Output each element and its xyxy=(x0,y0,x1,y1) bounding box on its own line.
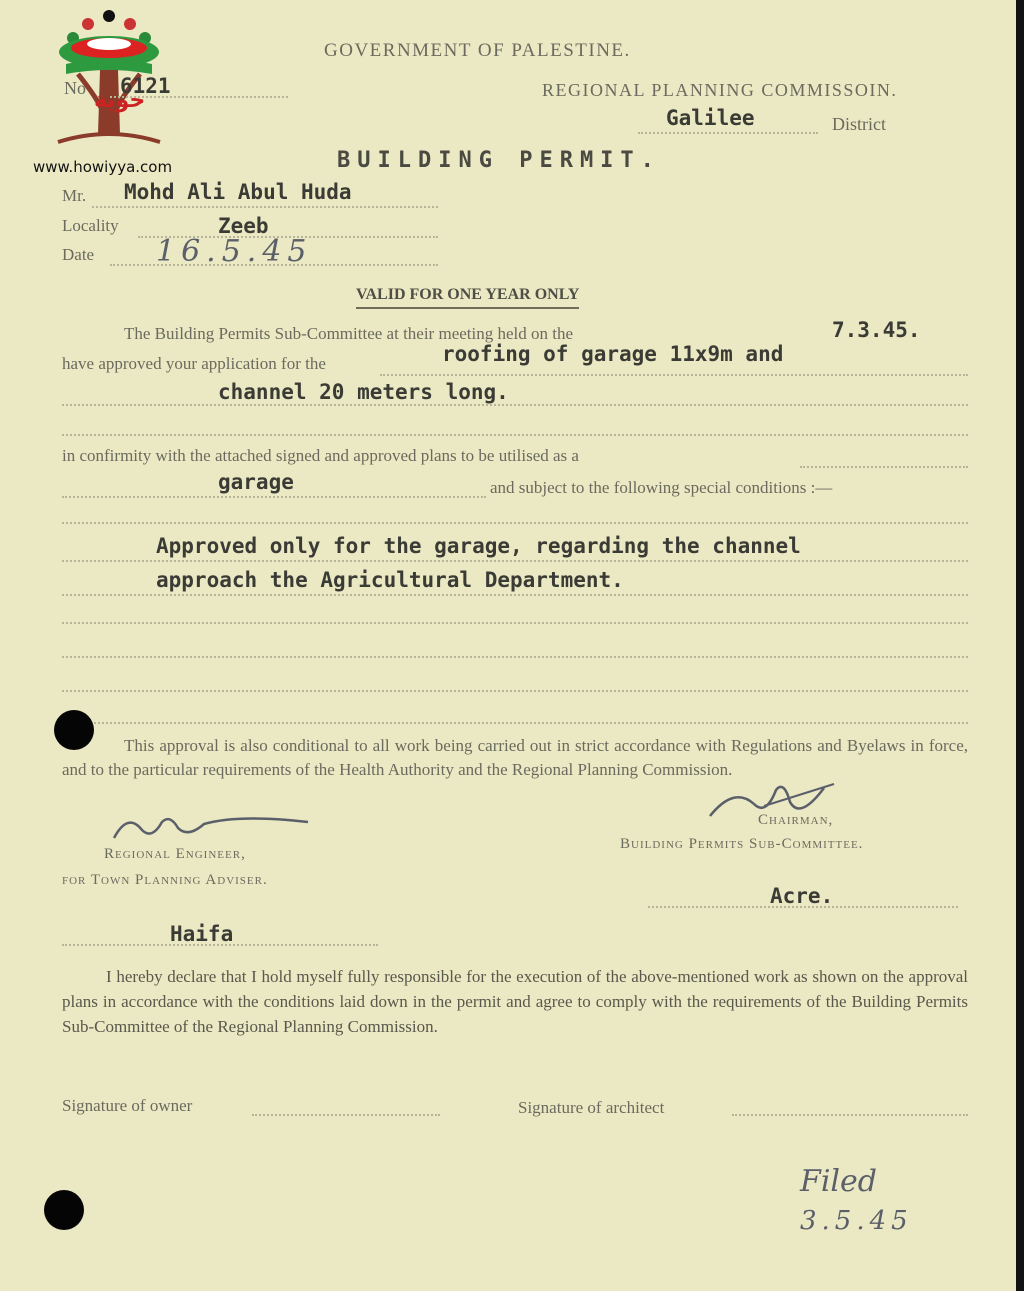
permit-number-label: No xyxy=(64,78,86,98)
engineer-signature xyxy=(108,808,318,848)
date-label: Date xyxy=(62,245,95,264)
government-heading: GOVERNMENT OF PALESTINE. xyxy=(324,40,631,61)
permit-title: BUILDING PERMIT. xyxy=(337,148,661,173)
applicant-name: Mohd Ali Abul Huda xyxy=(124,180,352,204)
application-line-1: roofing of garage 11x9m and xyxy=(442,342,784,366)
condition-line-1: Approved only for the garage, regarding the channel xyxy=(156,534,801,558)
approved-text: have approved your application for the xyxy=(62,354,326,373)
chairman-label: Chairman, xyxy=(758,812,834,828)
permit-number: 6121 xyxy=(120,74,171,98)
watermark-url: www.howiyya.com xyxy=(33,158,173,176)
conditions-text: and subject to the following special conditions :— xyxy=(490,478,833,497)
utilised-as-value: garage xyxy=(218,470,294,494)
architect-signature-label: Signature of architect xyxy=(518,1098,665,1117)
date-value: 16.5.45 xyxy=(156,234,313,269)
district-label: District xyxy=(832,114,886,134)
mr-label: Mr. xyxy=(62,186,87,205)
conformity-text: in confirmity with the attached signed and approved plans to be utilised as a xyxy=(62,446,579,465)
haifa-value: Haifa xyxy=(170,922,234,946)
owner-signature-label: Signature of owner xyxy=(62,1096,193,1115)
acre-value: Acre. xyxy=(770,884,834,908)
filed-date: 3.5.45 xyxy=(800,1206,913,1236)
locality-value: Zeeb xyxy=(218,214,269,238)
locality-label: Locality xyxy=(62,216,119,235)
committee-label: Building Permits Sub-Committee. xyxy=(620,836,864,852)
filed-label: Filed xyxy=(800,1164,877,1199)
condition-line-2: approach the Agricultural Department. xyxy=(156,568,624,592)
meeting-date: 7.3.45. xyxy=(832,318,921,342)
validity-notice: VALID FOR ONE YEAR ONLY xyxy=(356,286,579,309)
commission-heading: REGIONAL PLANNING COMMISSOIN. xyxy=(542,80,898,100)
regional-engineer-label: Regional Engineer, xyxy=(104,846,246,862)
punch-hole-bottom xyxy=(44,1190,84,1230)
approval-paragraph: This approval is also conditional to all work being carried out in strict accordance with Regulations and Byelaws in force, and to the particular requirements of the Health Authority and the Regional Planning Commission. xyxy=(62,736,968,779)
application-line-2: channel 20 meters long. xyxy=(218,380,509,404)
district-value: Galilee xyxy=(666,106,755,130)
meeting-text: The Building Permits Sub-Committee at their meeting held on the xyxy=(124,324,574,343)
declaration-paragraph: I hereby declare that I hold myself fully responsible for the execution of the above-mentioned work as shown on the approval plans in accordance with the conditions laid down in the permit and agree to comply with the requirements of the Building Permits Sub-Committee of the Regional Planning Commission. xyxy=(62,967,968,1036)
howiyya-logo-text: حوية xyxy=(94,88,146,113)
adviser-label: for Town Planning Adviser. xyxy=(62,872,268,888)
scan-edge xyxy=(1016,0,1024,1291)
